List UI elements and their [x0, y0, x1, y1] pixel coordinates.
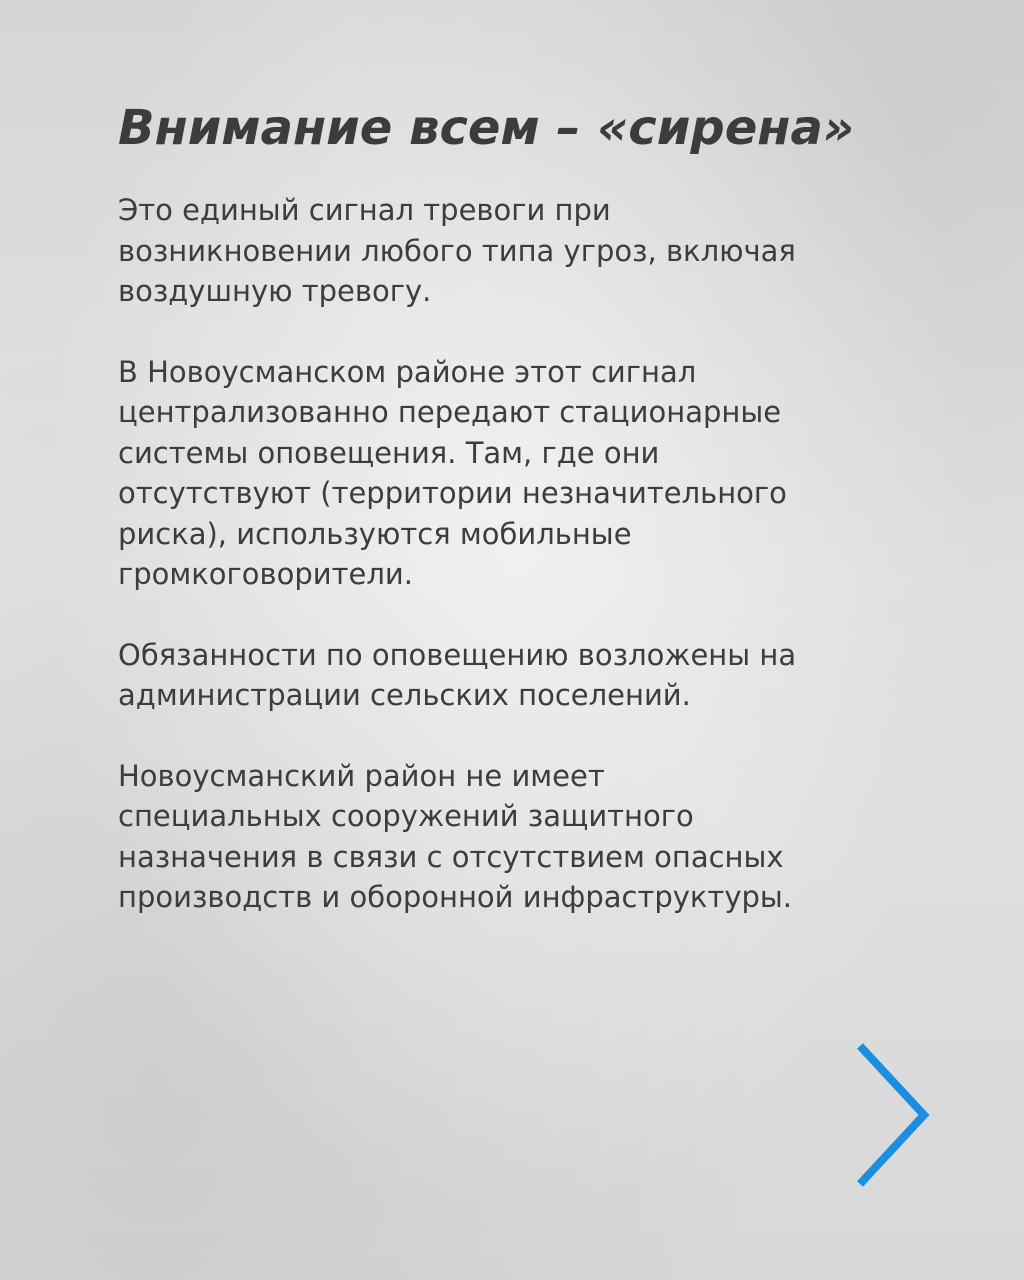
paragraph-responsibilities: Обязанности по оповещению возложены на администрации сельских поселений. — [118, 637, 797, 712]
chevron-right-icon — [850, 1040, 940, 1190]
paragraph-warning-systems: В Новоусманском районе этот сигнал централизованно передают стационарные системы оповещения. Там, где они отсутствуют (территории незначительного риска), используются мобильные громкоговорители. — [118, 354, 787, 591]
next-slide-button[interactable] — [850, 1040, 940, 1190]
slide-content — [118, 96, 918, 958]
paragraph-siren-signal: Это единый сигнал тревоги при возникновении любого типа угроз, включая воздушную тревогу. — [118, 193, 796, 308]
slide-title: Внимание всем – «сирена» — [118, 100, 855, 156]
slide-body — [118, 190, 918, 918]
paragraph-no-shelters: Новоусманский район не имеет специальных сооружений защитного назначения в связи с отсутствием опасных производств и оборонной инфраструктуры. — [118, 758, 793, 914]
